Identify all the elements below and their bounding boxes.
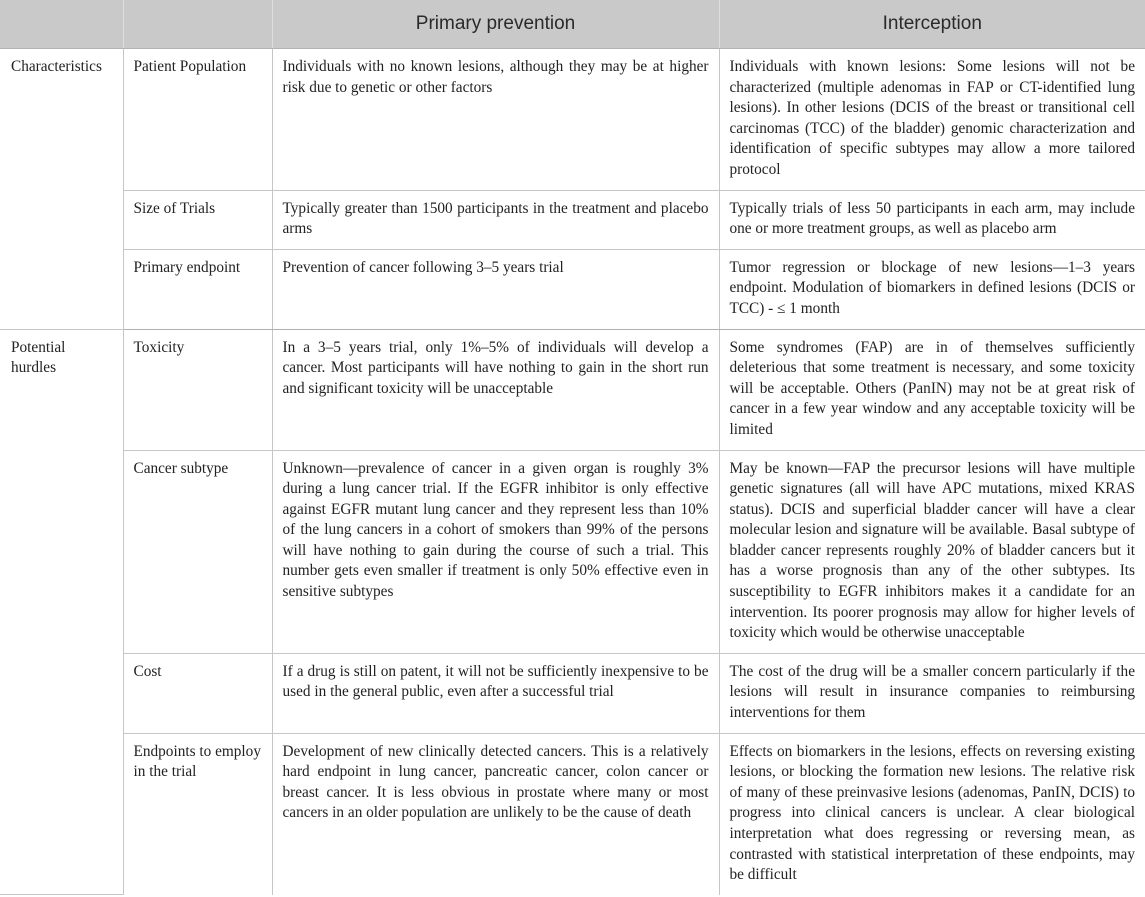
cell-interception: May be known—FAP the precursor lesions will have multiple genetic signatures (all will have APC mutations, mixed KRAS status). DCIS and superficial bladder cancer will have a clear molecular lesion and signature will be available. Basal subtype of bladder cancer represents roughly 20% of bladder cancers but it has a worse prognosis than any of the other subtypes. Its susceptibility to EGFR inhibitors makes it a candidate for an intervention. Its poorer prognosis may allow for higher levels of toxicity which would be otherwise unacceptable [719,450,1145,653]
row-label-primary-endpoint: Primary endpoint [123,249,272,329]
table-row [0,49,1145,191]
cell-interception: Individuals with known lesions: Some lesions will not be characterized (multiple adenomas in FAP or CT-identified lung lesions). In other lesions (DCIS of the breast or transitional cell carcinomas (TCC) of the bladder) genomic characterization and identification of specific subtypes may allow a more tailored protocol [719,49,1145,191]
group-label-potential-hurdles: Potential hurdles [0,329,123,895]
cell-primary-prevention: Prevention of cancer following 3–5 years trial [272,249,719,329]
header-row [0,0,1145,49]
row-label-size-of-trials: Size of Trials [123,190,272,249]
header-interception: Interception [719,0,1145,49]
row-label-cost: Cost [123,653,272,733]
header-subcategory-cell [123,0,272,49]
cell-primary-prevention: Typically greater than 1500 participants in the treatment and placebo arms [272,190,719,249]
table-row [0,450,1145,653]
cell-interception: Some syndromes (FAP) are in of themselves sufficiently deleterious that some treatment is necessary, and some toxicity will be acceptable. Others (PanIN) may not be at great risk of cancer in a few year window and any acceptable toxicity will be limited [719,329,1145,450]
cell-primary-prevention: Development of new clinically detected cancers. This is a relatively hard endpoint in lung cancer, pancreatic cancer, colon cancer or breast cancer. It is less obvious in prostate where many or most cancers in an older population are unlikely to be the cause of death [272,733,719,895]
row-label-toxicity: Toxicity [123,329,272,450]
header-primary-prevention: Primary prevention [272,0,719,49]
cell-primary-prevention: Individuals with no known lesions, although they may be at higher risk due to genetic or other factors [272,49,719,191]
table-row [0,733,1145,895]
group-label-characteristics: Characteristics [0,49,123,330]
cell-primary-prevention: In a 3–5 years trial, only 1%–5% of individuals will develop a cancer. Most participants will have nothing to gain in the short run and significant toxicity will be unacceptable [272,329,719,450]
cell-interception: Effects on biomarkers in the lesions, effects on reversing existing lesions, or blocking the formation new lesions. The relative risk of many of these preinvasive lesions (adenomas, PanIN, DCIS) to progress into clinical cancers is unclear. A clear biological interpretation what does regressing or reversing mean, as contrasted with statistical interpretation of these endpoints, may be difficult [719,733,1145,895]
cell-interception: The cost of the drug will be a smaller concern particularly if the lesions will result in insurance companies to reimbursing interventions for them [719,653,1145,733]
header-category-cell [0,0,123,49]
table-row [0,653,1145,733]
cell-primary-prevention: If a drug is still on patent, it will not be sufficiently inexpensive to be used in the general public, even after a successful trial [272,653,719,733]
cell-primary-prevention: Unknown—prevalence of cancer in a given organ is roughly 3% during a lung cancer trial. If the EGFR inhibitor is only effective against EGFR mutant lung cancer and they represent less than 10% of the lung cancers in a cohort of smokers than 99% of the persons will have nothing to gain during the course of such a trial. This number gets even smaller if treatment is only 50% effective even in sensitive subtypes [272,450,719,653]
row-label-patient-population: Patient Population [123,49,272,191]
table-row [0,329,1145,450]
cell-interception: Tumor regression or blockage of new lesions—1–3 years endpoint. Modulation of biomarkers in defined lesions (DCIS or TCC) - ≤ 1 month [719,249,1145,329]
row-label-endpoints: Endpoints to employ in the trial [123,733,272,895]
cell-interception: Typically trials of less 50 participants in each arm, may include one or more treatment groups, as well as placebo arm [719,190,1145,249]
table-row [0,190,1145,249]
row-label-cancer-subtype: Cancer subtype [123,450,272,653]
table-row [0,249,1145,329]
